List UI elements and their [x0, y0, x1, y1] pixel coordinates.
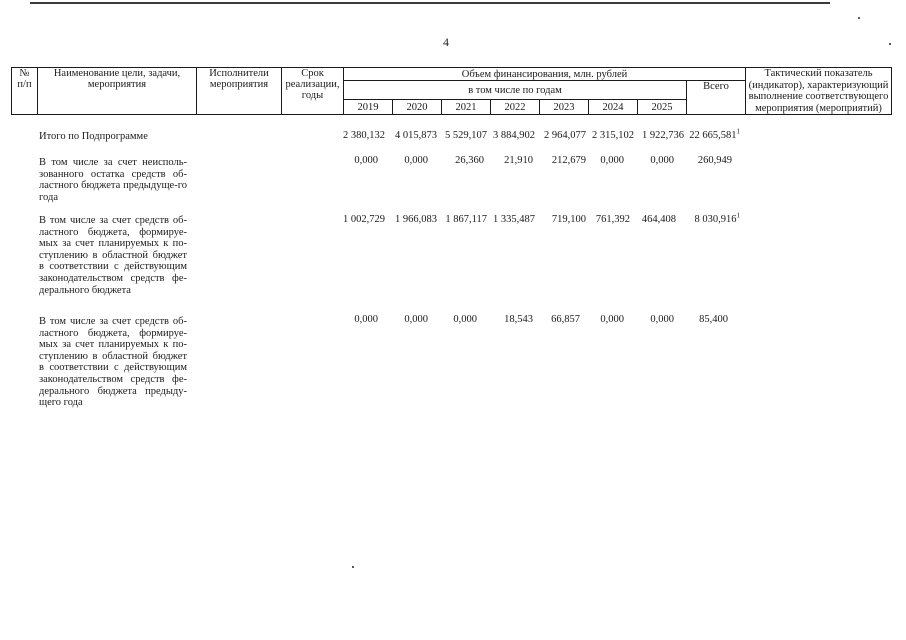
row-total: [698, 155, 732, 167]
header-by-years: в том числе по годам: [344, 81, 687, 100]
row-value: 1 335,487: [493, 214, 535, 225]
row-label-federal-funds-prev-year: В том числе за счет средств об-ластного бюджета, формируе-мых за счет планируемых к по-ступлению в областной бюджет в соответствии с действующим законодательством средств фе-дерального бюджета предыду-щего года: [39, 316, 187, 409]
row-total-value: 85,400: [699, 314, 728, 325]
header-year: 2022: [491, 100, 540, 115]
row-value: 0,000: [453, 314, 477, 325]
row-total-value: 8 030,916: [694, 214, 737, 225]
row-value: 0,000: [354, 155, 378, 166]
row-total-value: 260,949: [697, 155, 732, 166]
row-value: 212,679: [551, 155, 586, 166]
row-value: 4 015,873: [395, 130, 437, 141]
footnote-marker: 1: [736, 127, 740, 136]
row-value: 2 964,077: [544, 130, 586, 141]
row-value: 719,100: [551, 214, 586, 225]
row-value: 26,360: [455, 155, 484, 166]
header-year: 2023: [540, 100, 589, 115]
row-value: 2 380,132: [343, 130, 385, 141]
header-funding: Объем финансирования, млн. рублей: [344, 68, 746, 81]
row-value: 0,000: [600, 314, 624, 325]
scan-speck: [352, 566, 354, 568]
financing-table-header: [11, 67, 892, 115]
row-value: 0,000: [404, 155, 428, 166]
row-value: 1 966,083: [395, 214, 437, 225]
row-value: 1 002,729: [343, 214, 385, 225]
row-value: 761,392: [595, 214, 630, 225]
row-total: [694, 211, 741, 226]
row-value: 0,000: [600, 155, 624, 166]
header-term: Срок реализации, годы: [282, 68, 344, 115]
row-value: 66,857: [551, 314, 580, 325]
header-year: 2025: [638, 100, 687, 115]
scan-speck: [889, 43, 891, 45]
row-value: 0,000: [650, 155, 674, 166]
page-number: 4: [443, 35, 449, 49]
header-executors: Исполнители мероприятия: [197, 68, 282, 115]
row-value: 18,543: [504, 314, 533, 325]
row-total-value: 22 665,581: [689, 130, 737, 141]
scan-speck: [858, 17, 860, 19]
row-value: 0,000: [404, 314, 428, 325]
header-name: Наименование цели, задачи, мероприятия: [38, 68, 197, 115]
header-indicator: Тактический показатель (индикатор), характеризующий выполнение соответствующего мероприятия (мероприятий): [746, 68, 892, 115]
header-year: 2024: [589, 100, 638, 115]
footnote-marker: 1: [736, 211, 740, 220]
row-value: 2 315,102: [592, 130, 634, 141]
row-label-total: Итого по Подпрограмме: [39, 131, 148, 142]
header-number: № п/п: [12, 68, 38, 115]
header-year: 2021: [442, 100, 491, 115]
row-value: 0,000: [354, 314, 378, 325]
row-value: 1 922,736: [642, 130, 684, 141]
scan-border-line: [30, 2, 830, 4]
header-year: 2020: [393, 100, 442, 115]
row-label-unused-balance: В том числе за счет неисполь-зованного остатка средств об-ластного бюджета предыдуще-го года: [39, 157, 187, 203]
row-label-federal-funds: В том числе за счет средств об-ластного бюджета, формируе-мых за счет планируемых к по-ступлению в областной бюджет в соответствии с действующим законодательством средств фе-дерального бюджета: [39, 215, 187, 296]
row-total: [689, 127, 740, 142]
header-year: 2019: [344, 100, 393, 115]
row-value: 0,000: [650, 314, 674, 325]
row-value: 5 529,107: [445, 130, 487, 141]
row-value: 21,910: [504, 155, 533, 166]
row-total: [699, 314, 728, 326]
row-value: 1 867,117: [445, 214, 487, 225]
row-value: 464,408: [641, 214, 676, 225]
header-total: Всего: [687, 81, 746, 115]
row-value: 3 884,902: [493, 130, 535, 141]
